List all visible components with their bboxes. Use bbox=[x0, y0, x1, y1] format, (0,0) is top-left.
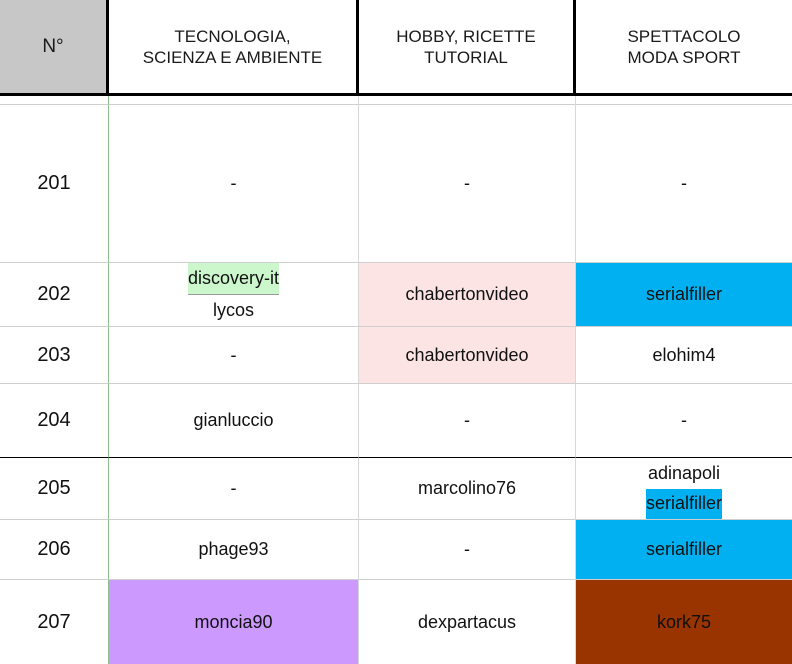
cell-207-spettacolo: kork75 bbox=[576, 580, 792, 664]
header-spettacolo-label: SPETTACOLO MODA SPORT bbox=[627, 26, 741, 67]
cell-203-technology: - bbox=[109, 327, 359, 384]
cell-204-technology: gianluccio bbox=[109, 384, 359, 458]
cell-202-spettacolo: serialfiller bbox=[576, 263, 792, 327]
cell-201-technology: - bbox=[109, 105, 359, 263]
row-number-205: 205 bbox=[0, 458, 109, 520]
header-spettacolo bbox=[576, 0, 792, 96]
cell-202-technology-top: discovery-it bbox=[188, 263, 279, 295]
row-number-203: 203 bbox=[0, 327, 109, 384]
row-number-201: 201 bbox=[0, 105, 109, 263]
spacer-cell bbox=[359, 96, 576, 105]
cell-202-hobby: chabertonvideo bbox=[359, 263, 576, 327]
header-number-label: N° bbox=[42, 36, 64, 57]
cell-207-technology: moncia90 bbox=[109, 580, 359, 664]
spacer-cell bbox=[0, 96, 109, 105]
header-technology-label: TECNOLOGIA, SCIENZA E AMBIENTE bbox=[142, 26, 323, 67]
row-number-202: 202 bbox=[0, 263, 109, 327]
header-technology bbox=[109, 0, 359, 96]
cell-206-technology: phage93 bbox=[109, 520, 359, 580]
cell-205-hobby: marcolino76 bbox=[359, 458, 576, 520]
cell-205-technology: - bbox=[109, 458, 359, 520]
cell-202-technology-bottom: lycos bbox=[212, 300, 254, 320]
cell-203-spettacolo: elohim4 bbox=[576, 327, 792, 384]
spacer-cell bbox=[109, 96, 359, 105]
cell-206-spettacolo: serialfiller bbox=[576, 520, 792, 580]
cell-201-hobby: - bbox=[359, 105, 576, 263]
cell-202-technology bbox=[109, 263, 359, 327]
cell-205-spettacolo bbox=[576, 458, 792, 520]
cell-204-hobby: - bbox=[359, 384, 576, 458]
row-number-206: 206 bbox=[0, 520, 109, 580]
row-number-204: 204 bbox=[0, 384, 109, 458]
header-hobby-label: HOBBY, RICETTE TUTORIAL bbox=[396, 26, 536, 67]
cell-204-spettacolo: - bbox=[576, 384, 792, 458]
spacer-cell bbox=[576, 96, 792, 105]
row-number-207: 207 bbox=[0, 580, 109, 664]
cell-207-hobby: dexpartacus bbox=[359, 580, 576, 664]
cell-206-hobby: - bbox=[359, 520, 576, 580]
header-number bbox=[0, 0, 109, 96]
cell-205-spettacolo-bottom: serialfiller bbox=[646, 489, 722, 520]
cell-203-hobby: chabertonvideo bbox=[359, 327, 576, 384]
cell-201-spettacolo: - bbox=[576, 105, 792, 263]
cell-205-spettacolo-top: adinapoli bbox=[647, 462, 721, 483]
header-hobby bbox=[359, 0, 576, 96]
